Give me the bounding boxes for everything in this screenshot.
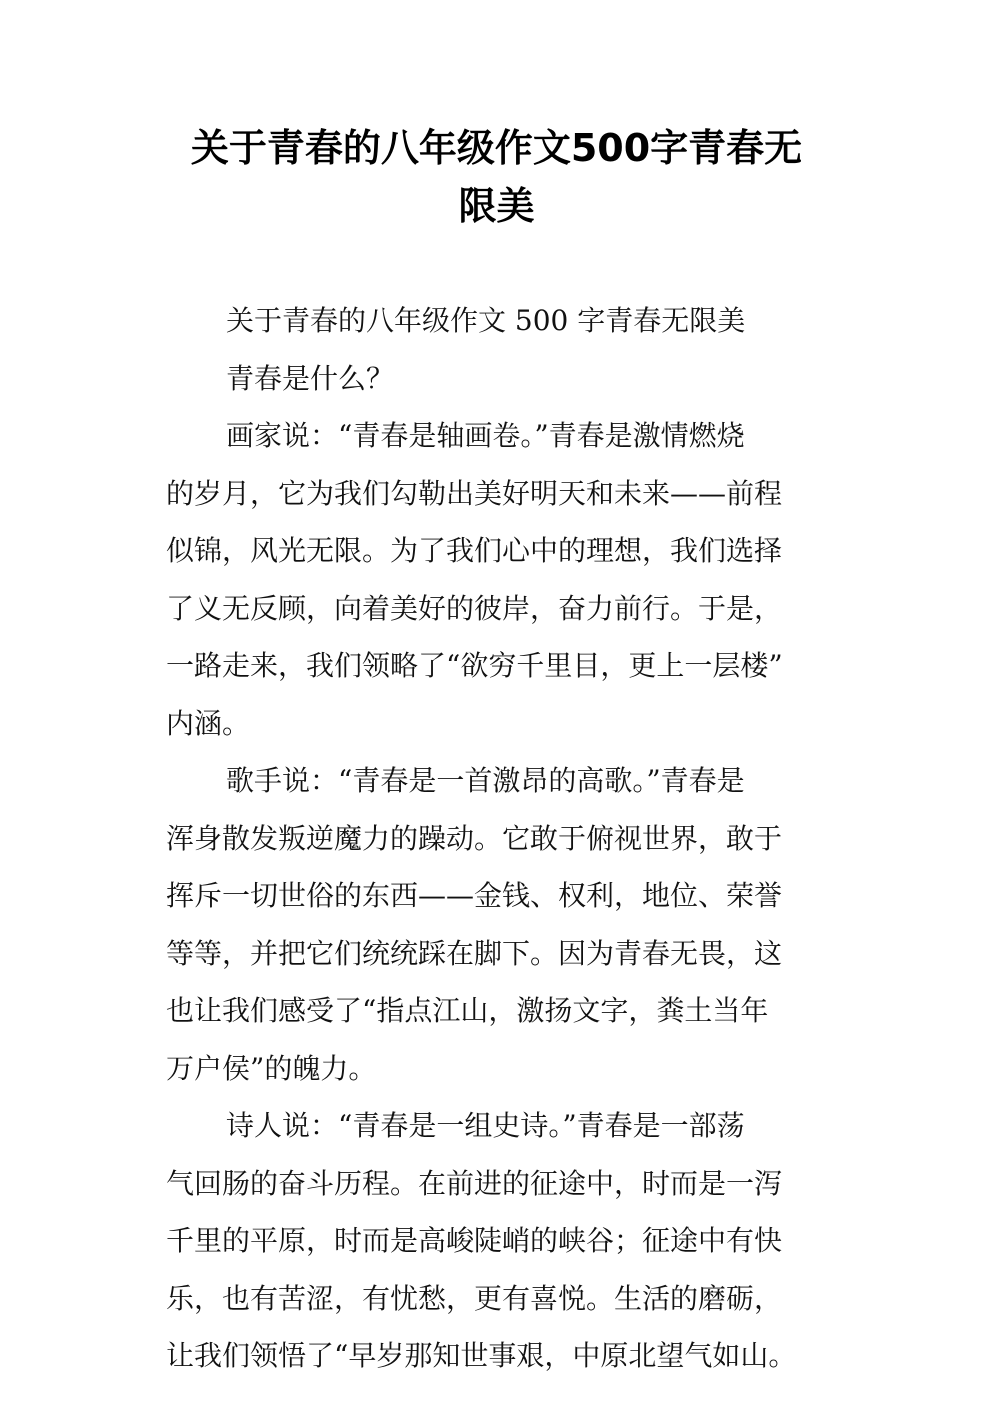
paragraph-question: 青春是什么？ <box>226 361 395 395</box>
paragraph-painter-line: 似锦，风光无限。为了我们心中的理想，我们选择 <box>166 534 783 567</box>
paragraph-painter-line: 了义无反顾，向着美好的彼岸，奋力前行。于是， <box>166 591 783 625</box>
paragraph-painter-line: 画家说：“青春是轴画卷。”青春是激情燃烧 <box>226 419 745 452</box>
title-line-1: 关于青春的八年级作文500字青春无 <box>190 126 803 170</box>
title-line-2: 限美 <box>458 183 535 228</box>
document-body <box>166 292 838 1385</box>
paragraph-singer-line: 歌手说：“青春是一首激昂的高歌。”青春是 <box>226 764 745 797</box>
paragraph-painter-line: 内涵。 <box>166 706 251 740</box>
paragraph-poet-line: 诗人说：“青春是一组史诗。”青春是一部荡 <box>226 1109 745 1142</box>
document-title <box>150 120 843 235</box>
paragraph-singer-line: 也让我们感受了“指点江山，激扬文字，粪土当年 <box>166 994 769 1027</box>
paragraph-painter-line: 一路走来，我们领略了“欲穷千里目，更上一层楼” <box>166 649 783 682</box>
paragraph-singer-line: 等等，并把它们统统踩在脚下。因为青春无畏，这 <box>166 936 783 970</box>
paragraph-poet-line: 千里的平原，时而是高峻陡峭的峡谷；征途中有快 <box>166 1224 783 1257</box>
paragraph-singer-line: 万户侯”的魄力。 <box>166 1051 377 1085</box>
paragraph-poet-line: 气回肠的奋斗历程。在前进的征途中，时而是一泻 <box>166 1166 783 1200</box>
paragraph-singer-line: 挥斥一切世俗的东西——金钱、权利，地位、荣誉 <box>166 879 783 912</box>
paragraph-singer-line: 浑身散发叛逆魔力的躁动。它敢于俯视世界，敢于 <box>166 821 783 855</box>
paragraph-poet-line: 乐，也有苦涩，有忧愁，更有喜悦。生活的磨砺， <box>166 1281 783 1315</box>
paragraph-subtitle: 关于青春的八年级作文 500 字青春无限美 <box>226 304 746 337</box>
paragraph-poet-line: 让我们领悟了“早岁那知世事艰，中原北望气如山。 <box>166 1339 797 1372</box>
paragraph-painter-line: 的岁月，它为我们勾勒出美好明天和未来——前程 <box>166 476 783 510</box>
